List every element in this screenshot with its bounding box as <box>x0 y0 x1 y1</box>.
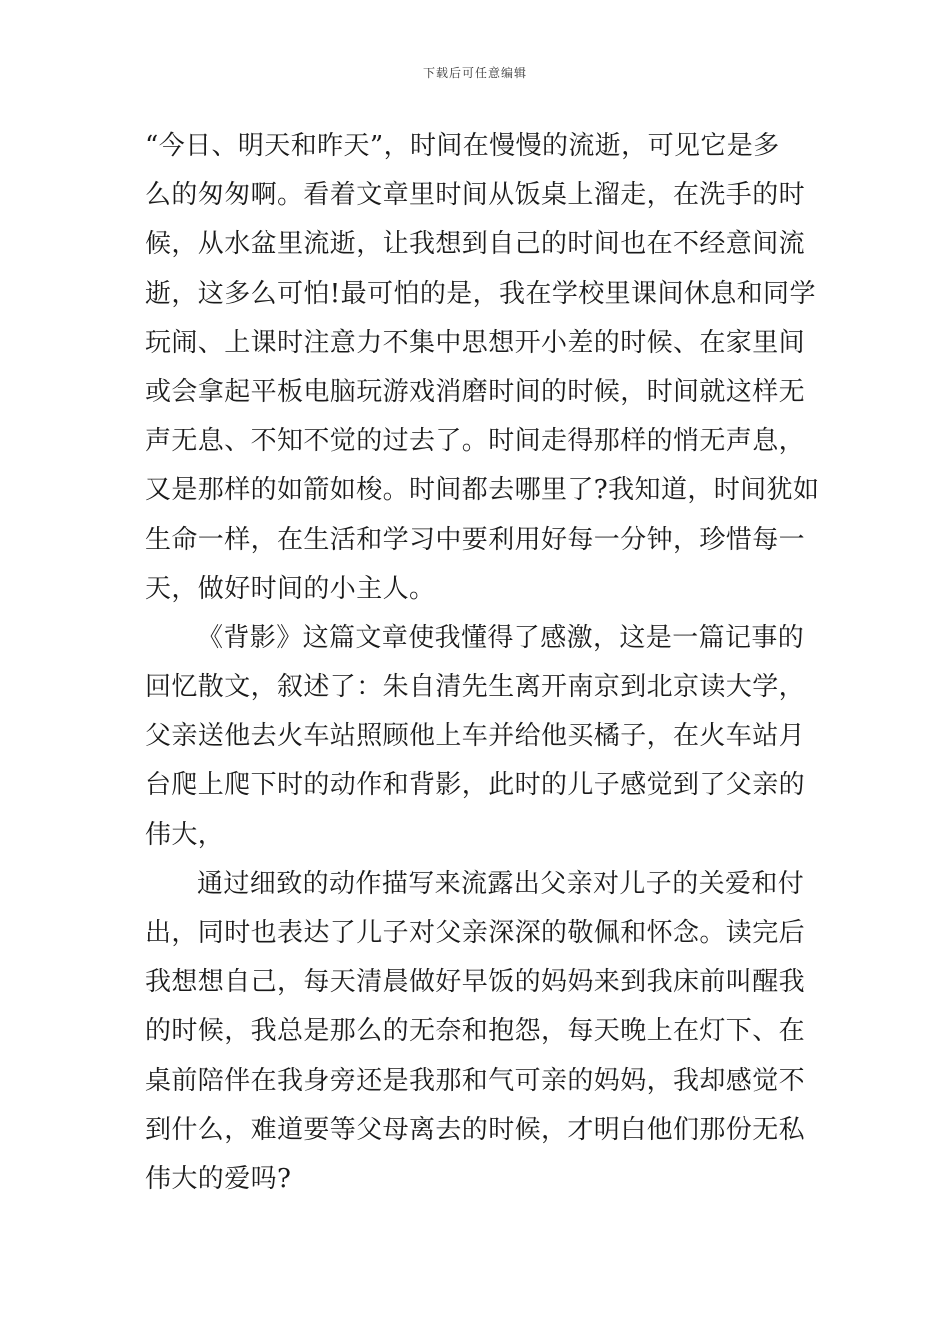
page-header: 下载后可任意编辑 <box>422 66 527 80</box>
paragraph-beiying <box>145 614 807 860</box>
text-line-indented: 《背影》这篇文章使我懂得了感激，这是一篇记事的 <box>197 622 805 653</box>
document-body <box>145 122 820 1204</box>
text-line: 又是那样的如箭如梭。时间都去哪里了?我知道，时间犹如 <box>145 475 820 506</box>
text-line: 么的匆匆啊。看着文章里时间从饭桌上溜走，在洗手的时 <box>145 180 806 211</box>
text-line: 天，做好时间的小主人。 <box>145 573 436 604</box>
text-line: 父亲送他去火车站照顾他上车并给他买橘子，在火车站月 <box>145 721 806 752</box>
text-line-indented: 通过细致的动作描写来流露出父亲对儿子的关爱和付 <box>197 868 805 899</box>
text-line: 伟大的爱吗? <box>145 1163 292 1194</box>
text-line: 回忆散文，叙述了：朱自清先生离开南京到北京读大学， <box>145 672 806 703</box>
text-line: 台爬上爬下时的动作和背影，此时的儿子感觉到了父亲的 <box>145 770 806 801</box>
text-line: 我想想自己，每天清晨做好早饭的妈妈来到我床前叫醒我 <box>145 967 806 998</box>
text-line: 伟大， <box>145 819 225 850</box>
text-line: 候，从水盆里流逝，让我想到自己的时间也在不经意间流 <box>145 229 806 260</box>
text-line: 或会拿起平板电脑玩游戏消磨时间的时候，时间就这样无 <box>145 376 806 407</box>
text-line: 逝，这多么可怕!最可怕的是，我在学校里课间休息和同学 <box>145 278 816 309</box>
text-line: 生命一样，在生活和学习中要利用好每一分钟，珍惜每一 <box>145 524 806 555</box>
text-line: 玩闹、上课时注意力不集中思想开小差的时候、在家里间 <box>145 327 806 358</box>
text-line: “今日、明天和昨天”，时间在慢慢的流逝，可见它是多 <box>145 131 780 161</box>
text-line: 到什么，难道要等父母离去的时候，才明白他们那份无私 <box>145 1114 806 1145</box>
text-line: 桌前陪伴在我身旁还是我那和气可亲的妈妈，我却感觉不 <box>145 1065 806 1096</box>
paragraph-reflection <box>145 860 807 1204</box>
text-line: 出，同时也表达了儿子对父亲深深的敬佩和怀念。读完后 <box>145 918 806 948</box>
text-line: 声无息、不知不觉的过去了。时间走得那样的悄无声息， <box>145 426 806 457</box>
text-line: 的时候，我总是那么的无奈和抱怨，每天晚上在灯下、在 <box>145 1016 806 1047</box>
paragraph-time <box>145 122 820 614</box>
